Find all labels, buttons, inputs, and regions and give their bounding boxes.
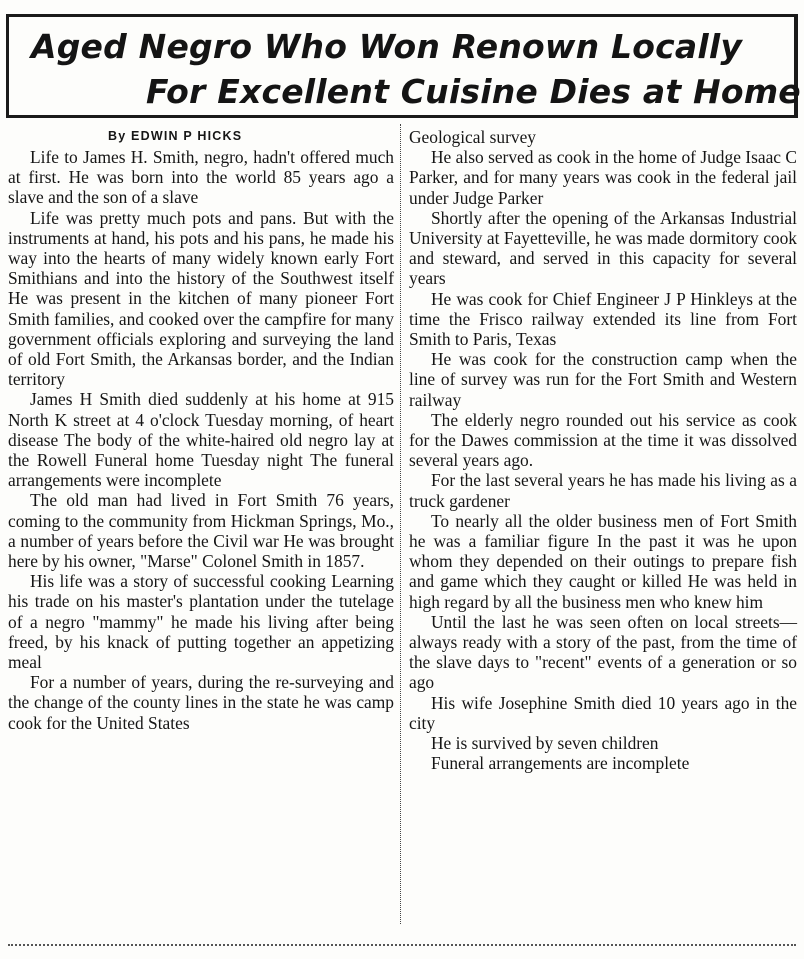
article-paragraph: James H Smith died suddenly at his home at 915 North K street at 4 o'clock Tuesday morning, of heart disease The body of the white-haired old negro lay at the Rowell Funeral home Tuesday night The funeral arrangements were incomplete [8, 389, 394, 491]
article-paragraph: His wife Josephine Smith died 10 years ago in the city [409, 692, 797, 733]
headline-line-1: Aged Negro Who Won Renown Locally [31, 27, 743, 66]
headline-line-2: For Excellent Cuisine Dies at Home [146, 72, 801, 111]
article-paragraph: Until the last he was seen often on local streets—always ready with a story of the past, from the time of the slave days to "recent" events of a generation or so ago [409, 611, 797, 693]
article-paragraph: Shortly after the opening of the Arkansas Industrial University at Fayetteville, he was made dormitory cook and steward, and served in this capacity for several years [409, 207, 797, 289]
article-paragraph: Life to James H. Smith, negro, hadn't offered much at first. He was born into the world 85 years ago a slave and the son of a slave [8, 147, 394, 208]
article-paragraph: To nearly all the older business men of Fort Smith he was a familiar figure In the past it was he upon whom they depended on their outings to prepare fish and game which they caught or killed He was held in high regard by all the business men who knew him [409, 510, 797, 612]
byline: By EDWIN P HICKS [108, 129, 243, 143]
article-paragraph-continued: Geological survey [409, 127, 537, 147]
article-paragraph: The old man had lived in Fort Smith 76 years, coming to the community from Hickman Springs, Mo., a number of years before the Civil war He was brought here by his owner, "Marse" Colonel Smith in 1857. [8, 490, 394, 572]
article-paragraph: The elderly negro rounded out his service as cook for the Dawes commission at the time it was dissolved several years ago. [409, 409, 797, 471]
article-paragraph: His life was a story of successful cooking Learning his trade on his master's plantation under the tutelage of a negro "mammy" he made his living after being freed, by his knack of putting together an appetizing meal [8, 571, 394, 673]
article-paragraph: He also served as cook in the home of Judge Isaac C Parker, and for many years was cook in the federal jail under Judge Parker [409, 147, 797, 208]
article-paragraph: Funeral arrangements are incomplete [431, 753, 690, 774]
article-paragraph: For a number of years, during the re-surveying and the change of the county lines in the state he was camp cook for the United States [8, 672, 394, 733]
article-paragraph: He was cook for the construction camp when the line of survey was run for the Fort Smith and Western railway [409, 349, 797, 410]
column-divider [400, 124, 401, 924]
article-paragraph: Life was pretty much pots and pans. But with the instruments at hand, his pots and his pans, he made his way into the hearts of many widely known early Fort Smithians and into the history of the Southwest itself He was present in the kitchen of many pioneer Fort Smith families, and cooked over the campfire for many government officials exploring and surveying the land of old Fort Smith, the Arkansas border, and the Indian territory [8, 207, 394, 390]
headline-box [6, 14, 801, 118]
article-column-right [409, 127, 797, 774]
article-paragraph: He is survived by seven children [431, 733, 659, 754]
article-paragraph: He was cook for Chief Engineer J P Hinkleys at the time the Frisco railway extended its line from Fort Smith to Paris, Texas [409, 288, 797, 350]
bottom-rule [8, 944, 796, 946]
article-paragraph: For the last several years he has made his living as a truck gardener [409, 470, 797, 511]
article-column-left [8, 127, 394, 733]
